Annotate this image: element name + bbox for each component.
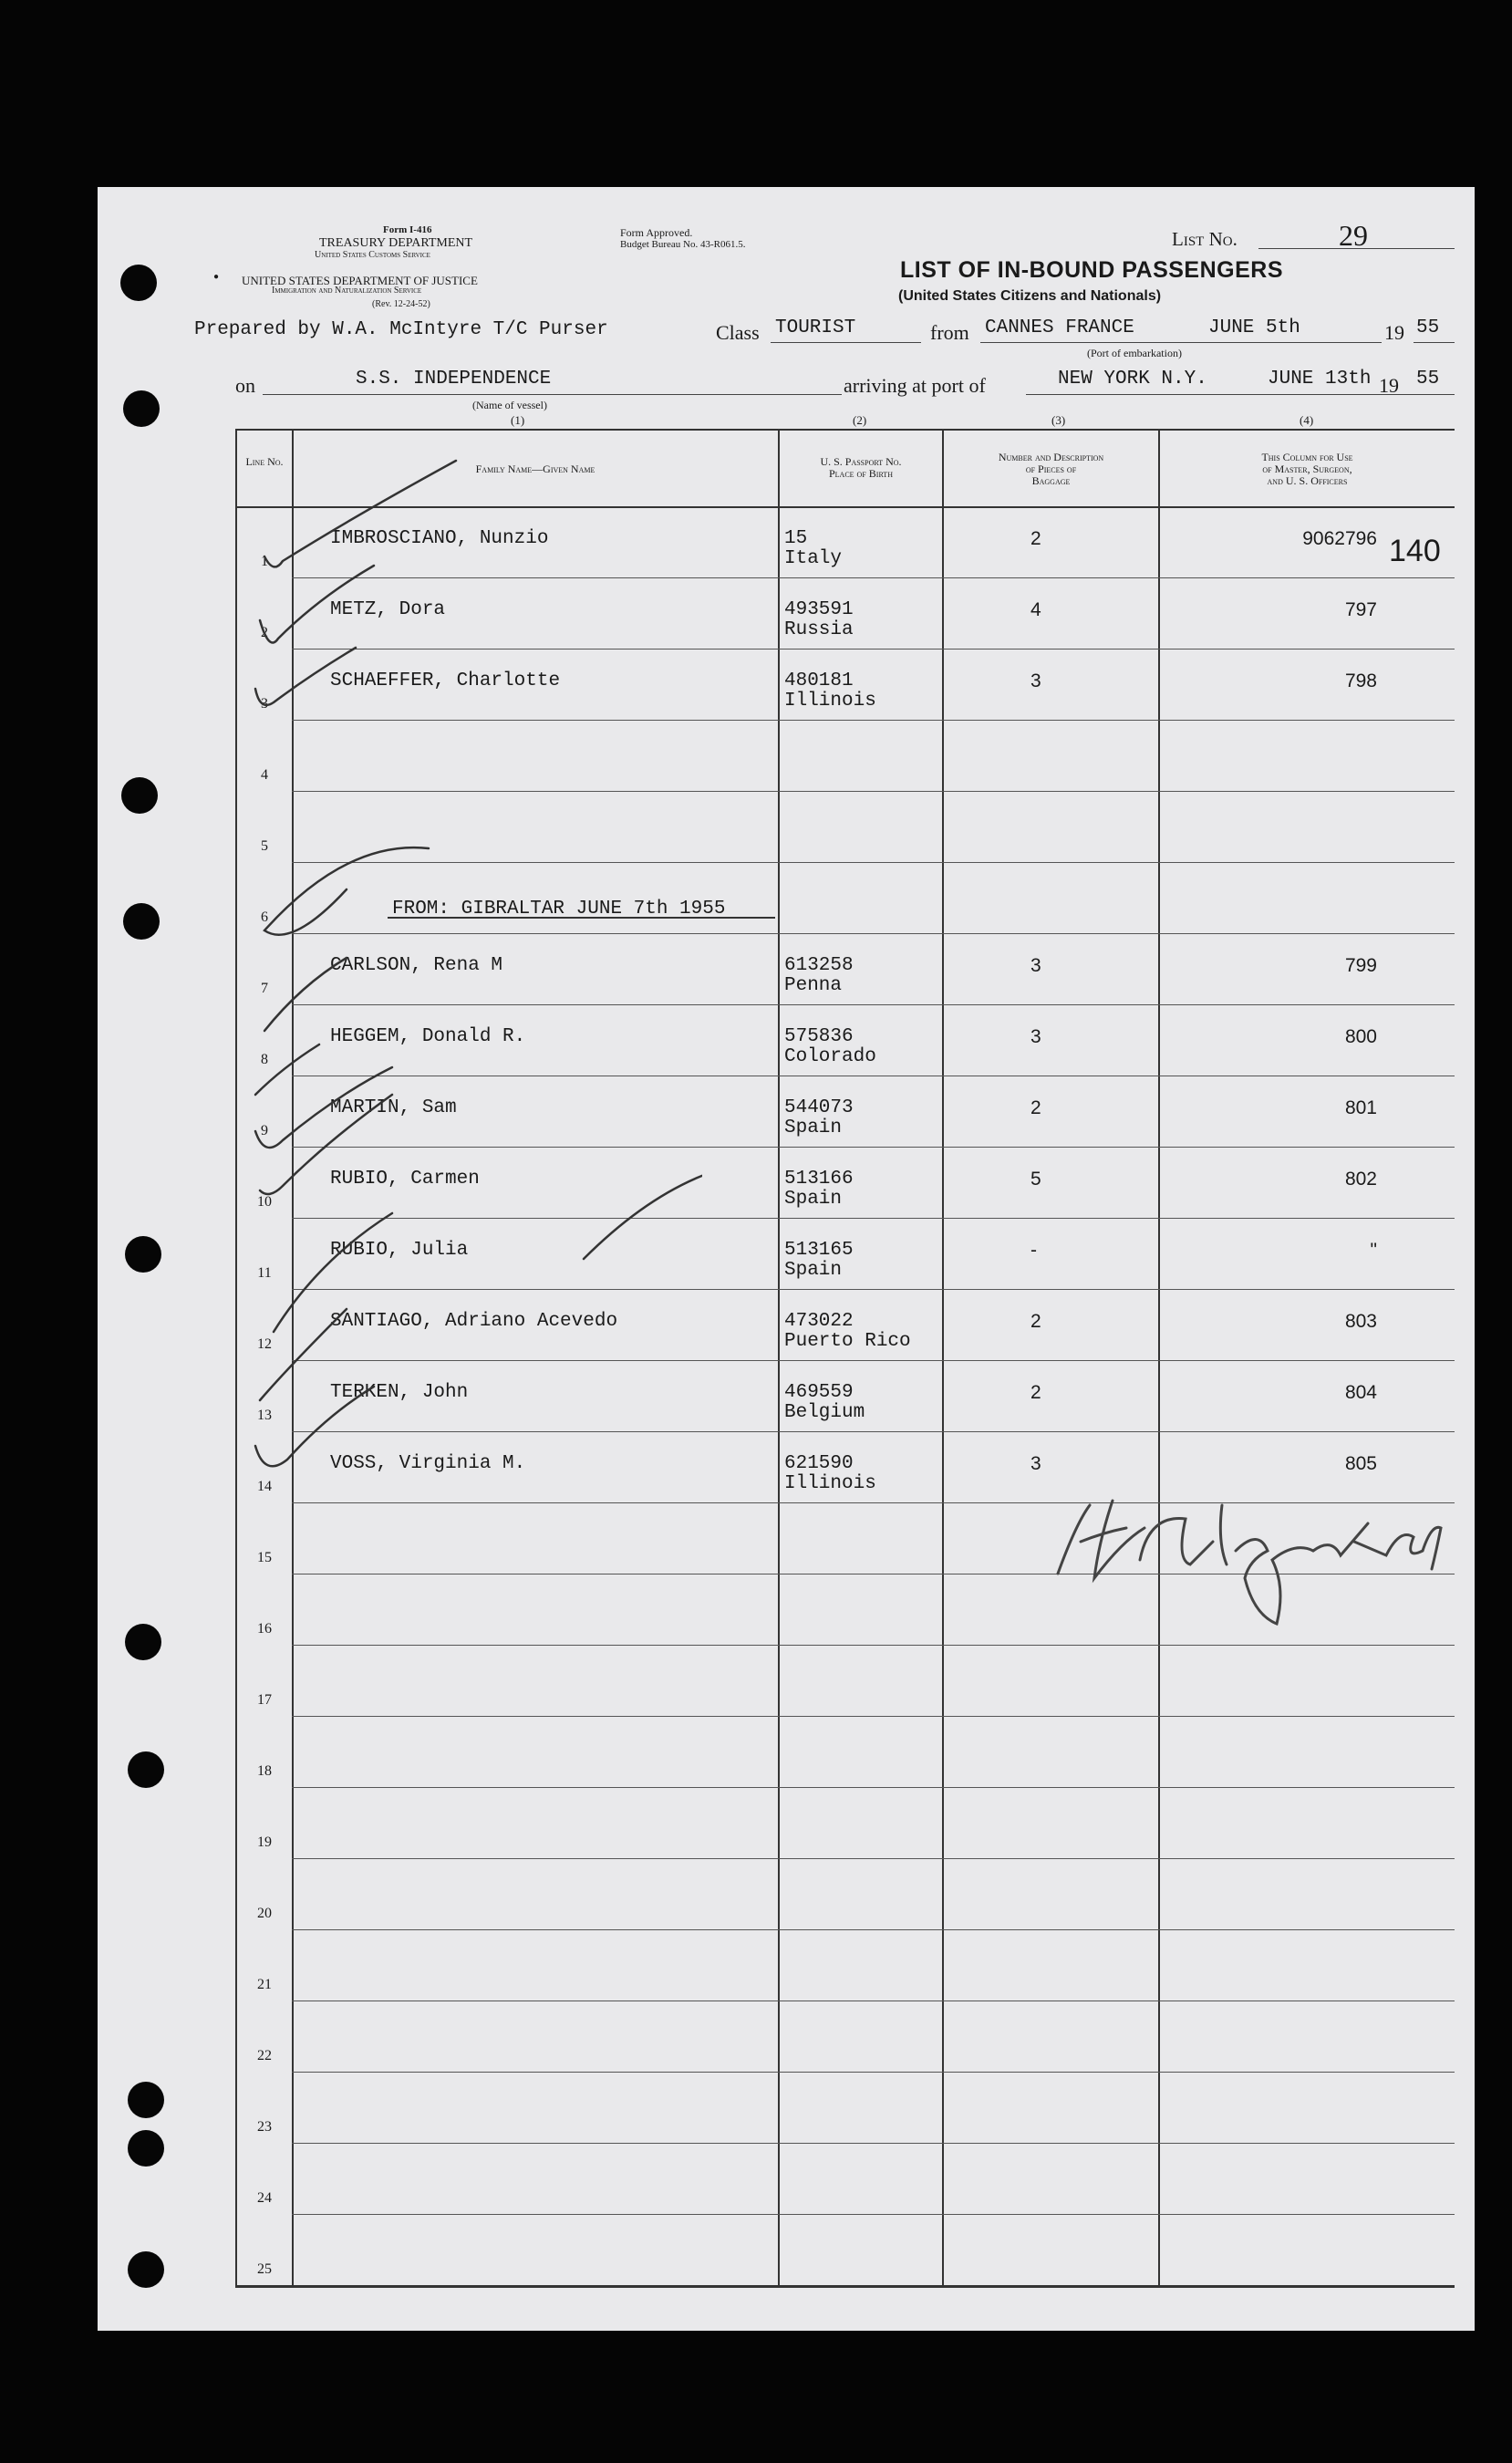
column-number: (4): [1300, 413, 1314, 427]
baggage-count: 3: [1030, 1026, 1041, 1047]
arrival-port: NEW YORK N.Y.: [1058, 369, 1207, 390]
passport-number: 575836: [784, 1026, 854, 1047]
punch-hole: [125, 1624, 161, 1660]
immigration-service: Immigration and Naturalization Service: [272, 286, 422, 296]
punch-hole: [128, 2082, 164, 2118]
officer-entry: 798: [1344, 670, 1377, 691]
baggage-count: 3: [1030, 670, 1041, 691]
punch-hole: [120, 265, 157, 301]
passport-number: 621590: [784, 1453, 854, 1474]
line-number: 16: [257, 1621, 272, 1637]
budget-bureau: Budget Bureau No. 43-R061.5.: [620, 239, 746, 250]
place-of-birth: Penna: [784, 975, 843, 996]
header-line-no: Line No.: [245, 455, 284, 468]
passenger-name: TERKEN, John: [330, 1382, 469, 1403]
form-approved: Form Approved.: [620, 226, 693, 239]
line-number: 4: [261, 767, 268, 783]
place-of-birth: Spain: [784, 1117, 843, 1138]
officer-entry: 805: [1344, 1453, 1377, 1474]
arrival-year: 55: [1416, 369, 1440, 390]
line-number: 3: [261, 696, 268, 712]
officer-entry: 802: [1344, 1169, 1377, 1190]
vessel-name: S.S. INDEPENDENCE: [356, 369, 552, 390]
passenger-name: HEGGEM, Donald R.: [330, 1026, 526, 1047]
passenger-name: RUBIO, Julia: [330, 1240, 469, 1261]
line-number: 21: [257, 1977, 272, 1992]
passenger-name: MARTIN, Sam: [330, 1097, 457, 1118]
page-title: LIST OF IN-BOUND PASSENGERS: [900, 257, 1284, 283]
place-of-birth: Illinois: [784, 691, 876, 712]
passport-number: 513165: [784, 1240, 854, 1261]
justice-dept: UNITED STATES DEPARTMENT OF JUSTICE: [242, 274, 478, 287]
baggage-count: 2: [1030, 528, 1041, 549]
place-of-birth: Illinois: [784, 1473, 876, 1494]
line-number: 2: [261, 625, 268, 640]
year-prefix: 19: [1384, 321, 1404, 344]
punch-hole: [128, 2251, 164, 2288]
check-marks: [246, 438, 702, 1514]
passport-number: 493591: [784, 599, 854, 620]
column-number: (3): [1051, 413, 1066, 427]
section-heading: FROM: GIBRALTAR JUNE 7th 1955: [392, 899, 726, 920]
baggage-count: -: [1030, 1240, 1037, 1261]
prepared-by: Prepared by W.A. McIntyre T/C Purser: [194, 319, 608, 340]
line-number: 10: [257, 1194, 272, 1210]
place-of-birth: Belgium: [784, 1402, 865, 1423]
column-number: (1): [511, 413, 525, 427]
officer-entry: 9062796: [1302, 528, 1377, 549]
list-no-label: List No.: [1172, 228, 1238, 250]
place-of-birth: Spain: [784, 1189, 843, 1210]
officer-entry: 801: [1344, 1097, 1377, 1118]
passenger-name: SANTIAGO, Adriano Acevedo: [330, 1311, 618, 1332]
header-officer-column: This Column for Use of Master, Surgeon, and U. S. Officers: [1261, 451, 1353, 487]
header-name: Family Name—Given Name: [475, 462, 595, 475]
customs-service: United States Customs Service: [315, 250, 430, 260]
line-number: 18: [257, 1763, 272, 1779]
class-value: TOURIST: [775, 317, 856, 338]
officer-entry: 800: [1344, 1026, 1377, 1047]
line-number: 15: [257, 1550, 272, 1565]
place-of-birth: Spain: [784, 1260, 843, 1281]
passenger-name: VOSS, Virginia M.: [330, 1453, 526, 1474]
officer-entry: 797: [1344, 599, 1377, 620]
header-passport: U. S. Passport No. Place of Birth: [820, 455, 902, 480]
on-label: on: [235, 374, 255, 397]
column-number: (2): [853, 413, 867, 427]
revision: (Rev. 12-24-52): [372, 299, 430, 309]
baggage-count: 2: [1030, 1311, 1041, 1332]
line-number: 5: [261, 838, 268, 854]
punch-hole: [125, 1236, 161, 1273]
passport-number: 15: [784, 528, 808, 549]
passport-number: 480181: [784, 670, 854, 691]
punch-hole: [128, 1751, 164, 1788]
passenger-name: SCHAEFFER, Charlotte: [330, 670, 561, 691]
port-note: (Port of embarkation): [1087, 347, 1182, 359]
inspector-signature: [1040, 1487, 1459, 1633]
punch-hole: [123, 390, 160, 427]
officer-entry: ": [1370, 1240, 1377, 1261]
line-number: 24: [257, 2190, 272, 2206]
line-number: 9: [261, 1123, 268, 1138]
baggage-count: 2: [1030, 1382, 1041, 1403]
form-number: Form I-416: [383, 224, 432, 235]
line-number: 1: [261, 554, 268, 569]
line-number: 12: [257, 1336, 272, 1352]
list-no-value: 29: [1339, 219, 1368, 252]
passport-number: 544073: [784, 1097, 854, 1118]
baggage-count: 4: [1030, 599, 1041, 620]
passenger-name: IMBROSCIANO, Nunzio: [330, 528, 549, 549]
baggage-count: 3: [1030, 955, 1041, 976]
officer-entry: 804: [1344, 1382, 1377, 1403]
arrival-date: JUNE 13th: [1268, 369, 1372, 390]
line-number: 25: [257, 2261, 272, 2277]
place-of-birth: Puerto Rico: [784, 1331, 911, 1352]
passenger-name: METZ, Dora: [330, 599, 446, 620]
line-number: 17: [257, 1692, 272, 1708]
line-number: 14: [257, 1479, 272, 1494]
baggage-count: 5: [1030, 1169, 1041, 1190]
line-number: 8: [261, 1052, 268, 1067]
vessel-note: (Name of vessel): [472, 399, 547, 411]
from-label: from: [930, 321, 969, 344]
line-number: 22: [257, 2048, 272, 2063]
treasury-dept: TREASURY DEPARTMENT: [319, 236, 473, 250]
passport-number: 469559: [784, 1382, 854, 1403]
passport-number: 473022: [784, 1311, 854, 1332]
place-of-birth: Russia: [784, 619, 854, 640]
place-of-birth: Italy: [784, 548, 843, 569]
line-number: 13: [257, 1408, 272, 1423]
passport-number: 513166: [784, 1169, 854, 1190]
baggage-count: 2: [1030, 1097, 1041, 1118]
page-subtitle: (United States Citizens and Nationals): [898, 288, 1162, 304]
year-value: 55: [1416, 317, 1440, 338]
bullet: ●: [213, 272, 220, 282]
punch-hole: [128, 2130, 164, 2167]
passenger-name: CARLSON, Rena M: [330, 955, 503, 976]
line-number: 11: [257, 1265, 272, 1281]
year-prefix-2: 19: [1379, 374, 1399, 397]
officer-entry: 799: [1344, 955, 1377, 976]
stamp-number: 140: [1389, 534, 1441, 568]
class-label: Class: [716, 321, 760, 344]
punch-hole: [123, 903, 160, 940]
place-of-birth: Colorado: [784, 1046, 876, 1067]
from-date: JUNE 5th: [1208, 317, 1300, 338]
line-number: 19: [257, 1834, 272, 1850]
arriving-label: arriving at port of: [844, 374, 986, 397]
passenger-name: RUBIO, Carmen: [330, 1169, 480, 1190]
officer-entry: 803: [1344, 1311, 1377, 1332]
line-number: 20: [257, 1906, 272, 1921]
from-port: CANNES FRANCE: [985, 317, 1134, 338]
header-baggage: Number and Description of Pieces of Baggage: [998, 451, 1104, 487]
line-number: 6: [261, 909, 268, 925]
punch-hole: [121, 777, 158, 814]
line-number: 23: [257, 2119, 272, 2135]
line-number: 7: [261, 981, 268, 996]
baggage-count: 3: [1030, 1453, 1041, 1474]
passport-number: 613258: [784, 955, 854, 976]
